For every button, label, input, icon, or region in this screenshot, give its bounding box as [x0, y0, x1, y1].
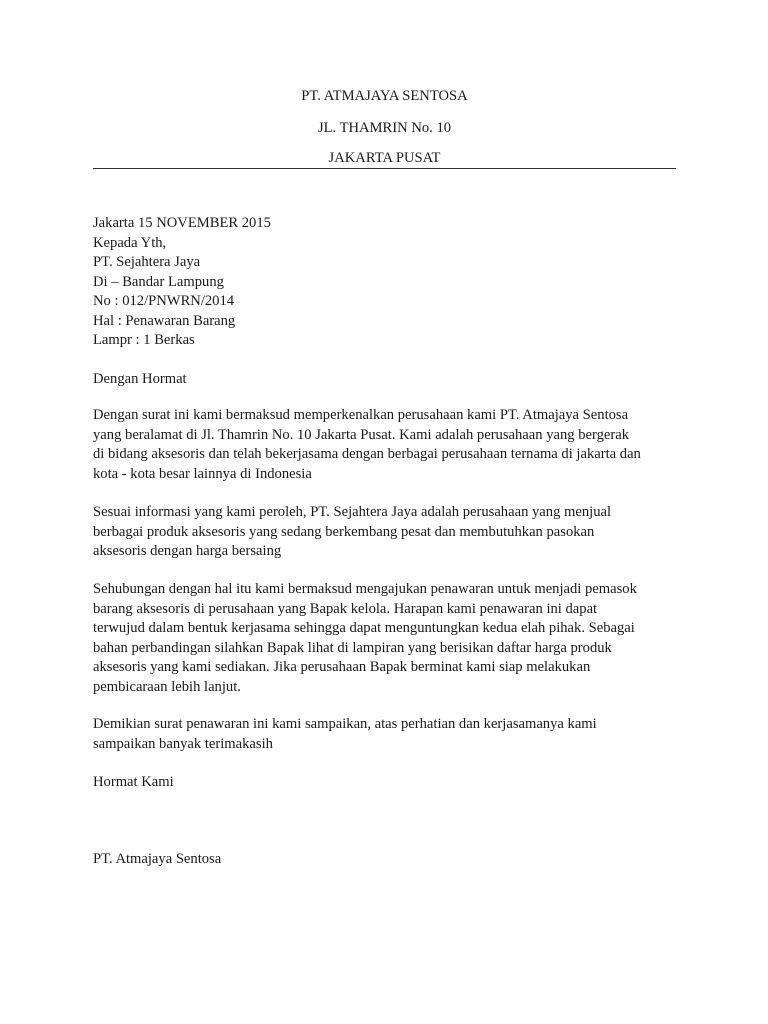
- letter-header-block: [93, 214, 693, 351]
- letter-number: No : 012/PNWRN/2014: [93, 293, 235, 309]
- paragraph-line: yang beralamat di Jl. Thamrin No. 10 Jakarta Pusat. Kami adalah perusahaan yang bergerak: [93, 426, 630, 443]
- letterhead-address: JL. THAMRIN No. 10: [317, 120, 452, 136]
- letter-subject: Hal : Penawaran Barang: [93, 312, 236, 329]
- closing-text: Hormat Kami: [93, 774, 174, 790]
- paragraph-line: pembicaraan lebih lanjut.: [93, 678, 241, 695]
- paragraph-4: [93, 715, 693, 754]
- paragraph-2: [93, 503, 693, 562]
- letter-recipient: PT. Sejahtera Jaya: [93, 254, 201, 270]
- letter-salutation: [93, 370, 693, 390]
- paragraph-line: terwujud dalam bentuk kerjasama sehingga dapat menguntungkan kedua elah pihak. Sebagai: [93, 620, 635, 636]
- paragraph-line: Sehubungan dengan hal itu kami bermaksud mengajukan penawaran untuk menjadi pemasok: [93, 581, 637, 597]
- paragraph-line: barang aksesoris di perusahaan yang Bapak kelola. Harapan kami penawaran ini dapat: [93, 600, 598, 617]
- paragraph-line: Sesuai informasi yang kami peroleh, PT. Sejahtera Jaya adalah perusahaan yang menjual: [93, 504, 612, 520]
- letter-date: Jakarta 15 NOVEMBER 2015: [93, 215, 271, 231]
- letterhead-city: JAKARTA PUSAT: [328, 150, 441, 166]
- paragraph-line: Demikian surat penawaran ini kami sampaikan, atas perhatian dan kerjasamanya kami: [93, 716, 597, 732]
- paragraph-1: [93, 406, 693, 484]
- paragraph-line: aksesoris dengan harga bersaing: [93, 543, 282, 559]
- letter-location: Di – Bandar Lampung: [93, 273, 224, 290]
- paragraph-line: Dengan surat ini kami bermaksud memperkenalkan perusahaan kami PT. Atmajaya Sentosa: [93, 407, 629, 423]
- letterhead-company: PT. ATMAJAYA SENTOSA: [301, 88, 468, 104]
- paragraph-3: [93, 580, 693, 697]
- paragraph-line: sampaikan banyak terimakasih: [93, 735, 273, 752]
- letter-signature: [93, 850, 693, 870]
- salutation-text: Dengan Hormat: [93, 371, 187, 387]
- signature-text: PT. Atmajaya Sentosa: [93, 851, 222, 867]
- letterhead-divider: [93, 168, 676, 169]
- paragraph-line: bahan perbandingan silahkan Bapak lihat di lampiran yang berisikan daftar harga produk: [93, 639, 612, 656]
- letter-attachment: Lampr : 1 Berkas: [93, 332, 195, 348]
- letter-closing: [93, 773, 693, 793]
- paragraph-line: kota - kota besar lainnya di Indonesia: [93, 465, 312, 482]
- paragraph-line: berbagai produk aksesoris yang sedang berkembang pesat dan membutuhkan pasokan: [93, 523, 595, 540]
- letter-to-label: Kepada Yth,: [93, 234, 167, 251]
- paragraph-line: di bidang aksesoris dan telah bekerjasama dengan berbagai perusahaan ternama di jakarta dan: [93, 446, 641, 462]
- paragraph-line: aksesoris yang kami sediakan. Jika perusahaan Bapak berminat kami siap melakukan: [93, 659, 591, 675]
